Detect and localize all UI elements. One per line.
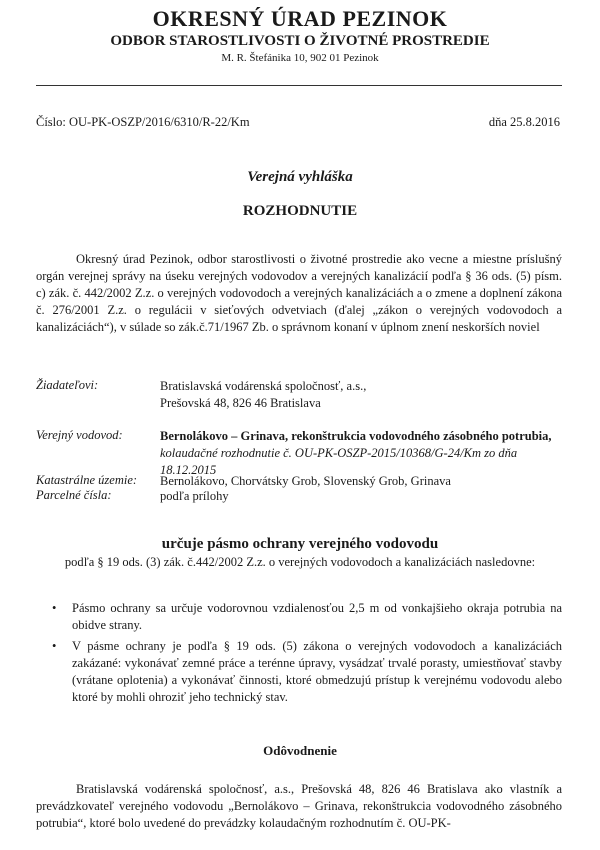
intro-paragraph: Okresný úrad Pezinok, odbor starostlivosti o životné prostredie ako vecne a miestne príslušný orgán verejnej správy na úseku verejných vodovodov a verejných kanalizácií podľa § 36 ods. (5) písm. c) zák. č. 442/2002 Z.z. o verejných vodovodoch a verejných kanalizáciách a o zmene a doplnení zákona č. 276/2001 Z.z. o regulácii v sieťových odvetviach (ďalej „zákon o verejných vodovodoch a kanalizáciách“), v súlade so zák.č.71/1967 Zb. o správnom konaní v úplnom znení neskorších noviel <box>36 252 562 334</box>
applicant-label: Žiadateľovi: <box>36 378 99 392</box>
waterworks-decision: kolaudačné rozhodnutie č. OU-PK-OSZP-2015/10368/G-24/Km zo dňa 18.12.2015 <box>160 446 518 477</box>
cadastral-value: Bernolákovo, Chorvátsky Grob, Slovenský Grob, Grinava <box>160 474 451 488</box>
header-divider <box>36 85 562 86</box>
public-notice-heading: Verejná vyhláška <box>247 169 353 185</box>
decision-subtitle: podľa § 19 ods. (3) zák. č.442/2002 Z.z. o verejných vodovodoch a kanalizáciách nasledovne: <box>64 555 536 569</box>
reference-number: Číslo: OU-PK-OSZP/2016/6310/R-22/Km <box>36 115 250 129</box>
applicant-name: Bratislavská vodárenská spoločnosť, a.s., <box>160 379 367 393</box>
decision-heading: ROZHODNUTIE <box>242 203 358 219</box>
office-address: M. R. Štefánika 10, 902 01 Pezinok <box>221 52 379 64</box>
waterworks-label: Verejný vodovod: <box>36 428 123 442</box>
decision-title: určuje pásmo ochrany verejného vodovodu <box>161 536 439 552</box>
reasoning-heading: Odôvodnenie <box>263 743 337 758</box>
waterworks-value <box>160 428 562 479</box>
list-item-text: Pásmo ochrany sa určuje vodorovnou vzdialenosťou 2,5 m od vonkajšieho okraja potrubia na obidve strany. <box>72 601 562 632</box>
decision-points <box>52 600 562 710</box>
bullet-icon: • <box>52 601 57 615</box>
list-item <box>52 638 562 706</box>
reasoning-paragraph: Bratislavská vodárenská spoločnosť, a.s., Prešovská 48, 826 46 Bratislava ako vlastník a prevádzkovateľ verejného vodovodu „Bernolákovo – Grinava, rekonštrukcia vodovodného zásobného potrubia“, ktoré bolo uvedené do prevádzky kolaudačným rozhodnutím č. OU-PK- <box>36 782 562 830</box>
cadastral-label: Katastrálne územie: <box>36 473 138 487</box>
parcel-label: Parcelné čísla: <box>36 488 112 502</box>
document-date: dňa 25.8.2016 <box>488 115 560 129</box>
list-item <box>52 600 562 634</box>
parcel-value: podľa prílohy <box>160 489 229 503</box>
bullet-icon: • <box>52 639 57 653</box>
office-name: OKRESNÝ ÚRAD PEZINOK <box>152 6 448 31</box>
applicant-address: Prešovská 48, 826 46 Bratislava <box>160 396 321 410</box>
list-item-text: V pásme ochrany je podľa § 19 ods. (5) zákona o verejných vodovodoch a kanalizáciách zakázané: vykonávať zemné práce a terénne úpravy, vysádzať trvalé porasty, umiestňovať stavby (vrátane oplotenia) a vykonávať činnosti, ktoré obmedzujú prístup k verejnému vodovodu alebo ktoré by mohli ohroziť jeho technický stav. <box>72 639 562 704</box>
applicant-value <box>160 378 562 412</box>
waterworks-name: Bernolákovo – Grinava, rekonštrukcia vodovodného zásobného potrubia, <box>160 429 552 443</box>
department-name: ODBOR STAROSTLIVOSTI O ŽIVOTNÉ PROSTREDIE <box>110 33 490 49</box>
